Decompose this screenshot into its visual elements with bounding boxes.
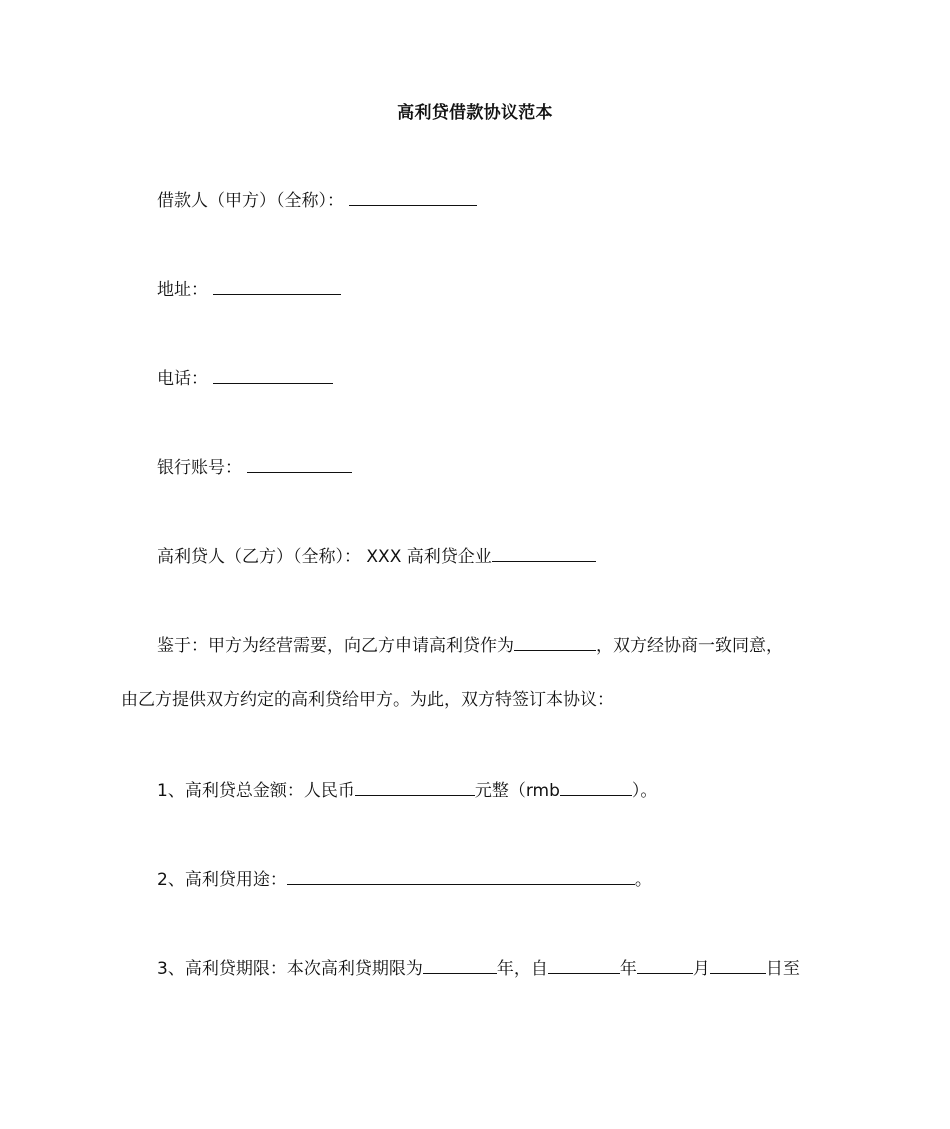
borrower-name-blank — [349, 187, 477, 206]
term-years-blank — [423, 955, 497, 974]
start-year-blank — [548, 955, 620, 974]
item-1-text-2: 元整（rmb — [474, 781, 560, 801]
item-1-line — [157, 777, 657, 803]
item-1-text-1: 1、高利贷总金额：人民币 — [157, 781, 355, 801]
lender-label: 高利贷人（乙方）（全称）： — [157, 547, 361, 567]
whereas-line-2 — [121, 688, 614, 712]
address-line — [157, 276, 341, 302]
item-2-line — [157, 866, 652, 892]
item-3-text-1: 3、高利贷期限：本次高利贷期限为 — [157, 959, 423, 979]
whereas-text-1: 鉴于：甲方为经营需要，向乙方申请高利贷作为 — [157, 636, 514, 656]
lender-blank — [492, 543, 596, 562]
borrower-label: 借款人（甲方）（全称）： — [157, 191, 344, 211]
loan-purpose-type-blank — [514, 632, 596, 651]
whereas-line-1 — [157, 632, 783, 658]
phone-blank — [213, 365, 333, 384]
start-month-blank — [637, 955, 693, 974]
item-1-text-3: ）。 — [631, 781, 658, 801]
item-3-line — [157, 955, 800, 981]
start-day-blank — [710, 955, 766, 974]
loan-use-blank — [287, 866, 635, 885]
bank-account-line — [157, 454, 352, 480]
lender-line — [157, 543, 596, 569]
amount-rmb-number-blank — [560, 777, 632, 796]
address-blank — [213, 276, 341, 295]
borrower-line — [157, 187, 477, 213]
item-2-text-1: 2、高利贷用途： — [157, 870, 287, 890]
phone-label: 电话： — [157, 369, 208, 389]
item-3-text-2: 年，自 — [496, 959, 548, 979]
lender-name: XXX 高利贷企业 — [366, 547, 492, 567]
bank-account-label: 银行账号： — [157, 458, 242, 478]
phone-line — [157, 365, 333, 391]
item-3-text-5: 日至 — [765, 959, 800, 979]
item-3-text-3: 年 — [619, 959, 637, 979]
document-title: 高利贷借款协议范本 — [397, 103, 553, 123]
address-label: 地址： — [157, 280, 208, 300]
item-2-text-2: 。 — [634, 870, 652, 890]
whereas-text-3: 由乙方提供双方约定的高利贷给甲方。为此，双方特签订本协议： — [121, 690, 614, 710]
bank-account-blank — [247, 454, 352, 473]
whereas-text-2: ，双方经协商一致同意， — [596, 636, 783, 656]
amount-rmb-words-blank — [355, 777, 475, 796]
item-3-text-4: 月 — [692, 959, 710, 979]
